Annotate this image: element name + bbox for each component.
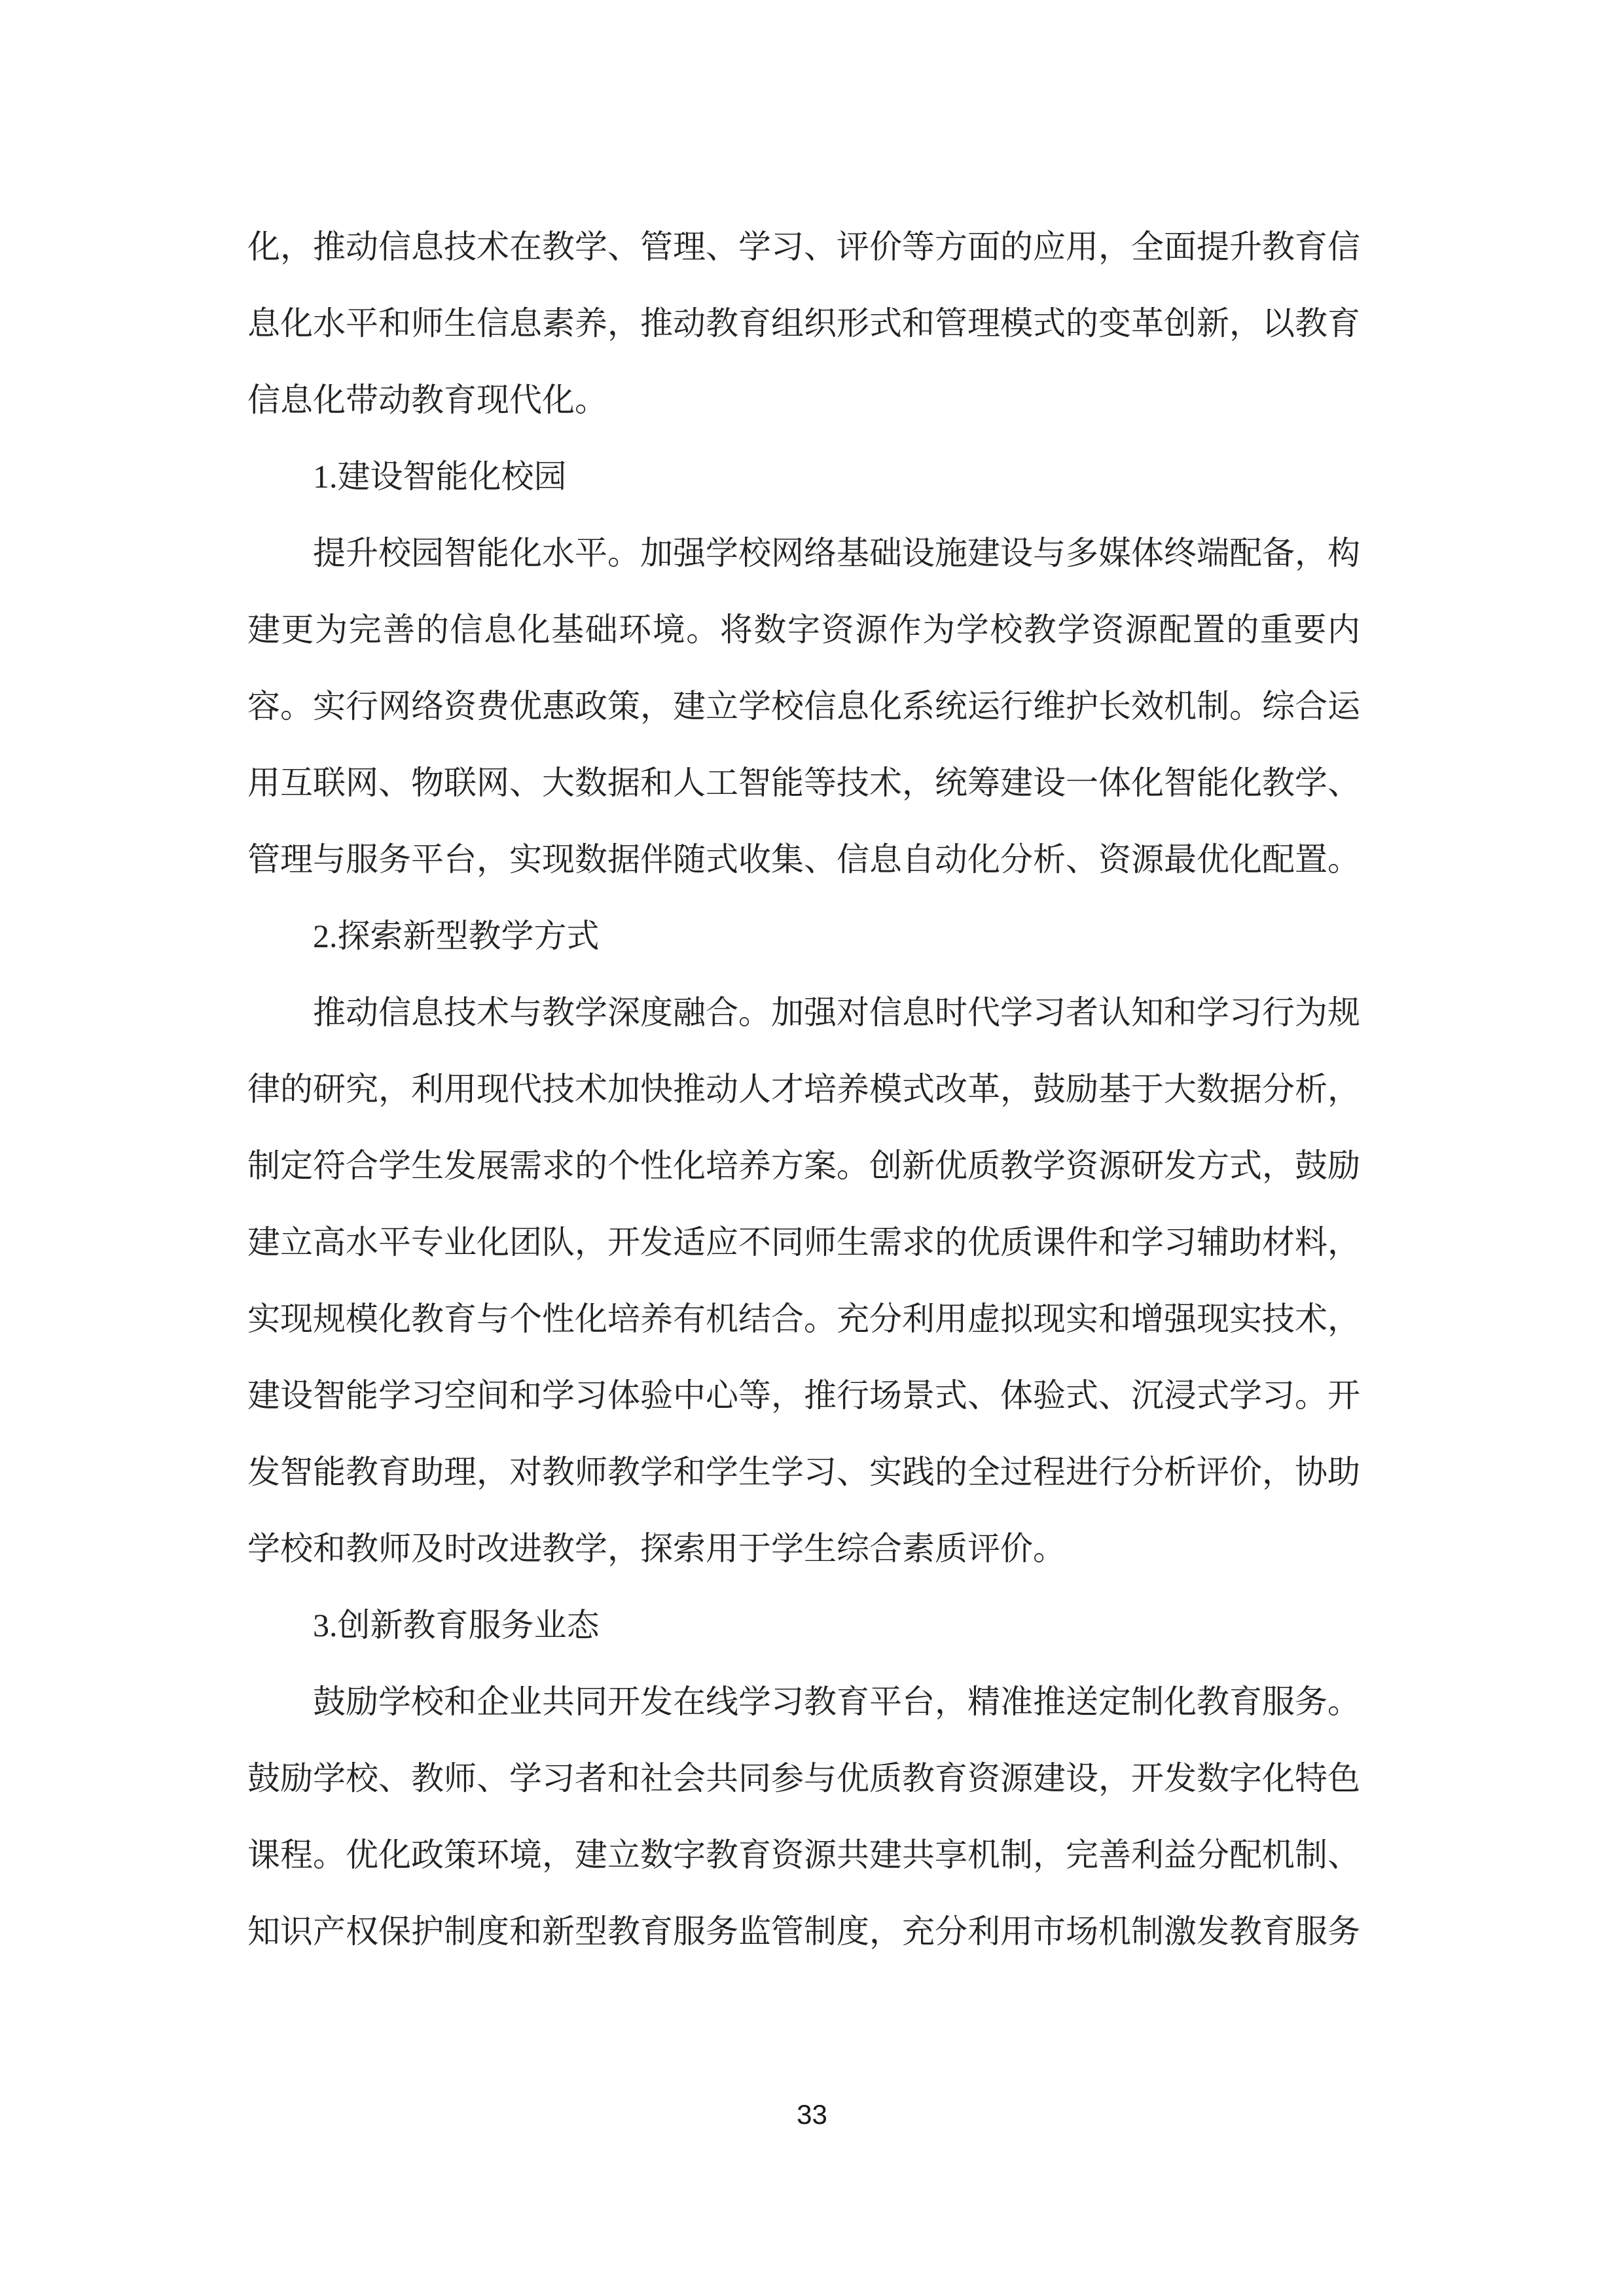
paragraph-continuation: 化，推动信息技术在教学、管理、学习、评价等方面的应用，全面提升教育信息化水平和师生信息素养，推动教育组织形式和管理模式的变革创新，以教育信息化带动教育现代化。 — [247, 228, 1360, 418]
section-heading-3: 3.创新教育服务业态 — [313, 1607, 600, 1643]
section-heading-2: 2.探索新型教学方式 — [313, 918, 600, 954]
section-body-2: 推动信息技术与教学深度融合。加强对信息时代学习者认知和学习行为规律的研究，利用现代技术加快推动人才培养模式改革，鼓励基于大数据分析，制定符合学生发展需求的个性化培养方案。创新优质教学资源研发方式，鼓励建立高水平专业化团队，开发适应不同师生需求的优质课件和学习辅助材料，实现规模化教育与个性化培养有机结合。充分利用虚拟现实和增强现实技术，建设智能学习空间和学习体验中心等，推行场景式、体验式、沉浸式学习。开发智能教育助理，对教师教学和学生学习、实践的全过程进行分析评价，协助学校和教师及时改进教学，探索用于学生综合素质评价。 — [247, 994, 1360, 1567]
page-footer — [0, 2098, 1624, 2131]
page-number: 33 — [797, 2099, 827, 2130]
section-body-1: 提升校园智能化水平。加强学校网络基础设施建设与多媒体终端配备，构建更为完善的信息化基础环境。将数字资源作为学校教学资源配置的重要内容。实行网络资费优惠政策，建立学校信息化系统运行维护长效机制。综合运用互联网、物联网、大数据和人工智能等技术，统筹建设一体化智能化教学、管理与服务平台，实现数据伴随式收集、信息自动化分析、资源最优化配置。 — [247, 535, 1360, 878]
document-body — [247, 209, 1360, 1970]
section-heading-1: 1.建设智能化校园 — [313, 458, 567, 495]
section-body-3: 鼓励学校和企业共同开发在线学习教育平台，精准推送定制化教育服务。鼓励学校、教师、学习者和社会共同参与优质教育资源建设，开发数字化特色课程。优化政策环境，建立数字教育资源共建共享机制，完善利益分配机制、知识产权保护制度和新型教育服务监管制度，充分利用市场机制激发教育服务 — [247, 1683, 1360, 1950]
